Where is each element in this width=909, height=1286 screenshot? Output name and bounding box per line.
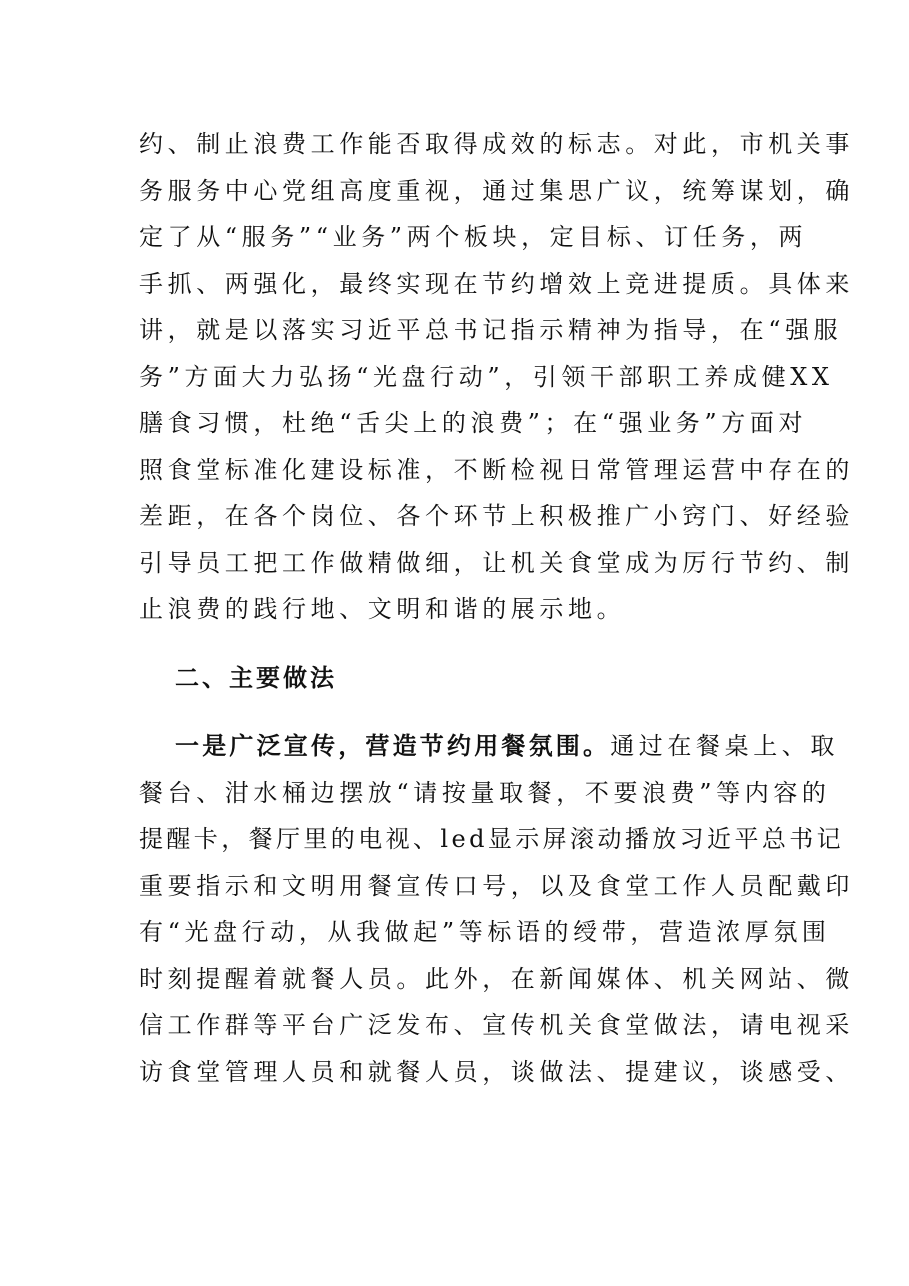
text-line: 务服务中心党组高度重视，通过集思广议，统筹谋划，确 <box>139 176 854 205</box>
text-line: 访食堂管理人员和就餐人员，谈做法、提建议，谈感受、 <box>139 1057 854 1086</box>
lead-sentence-bold: 一是广泛宣传，营造节约用餐氛围。 <box>175 732 611 760</box>
document-body <box>139 121 854 1095</box>
text-line: 时刻提醒着就餐人员。此外，在新闻媒体、机关网站、微 <box>139 964 854 993</box>
paragraph-1 <box>139 121 854 633</box>
text-line: 信工作群等平台广泛发布、宣传机关食堂做法，请电视采 <box>139 1011 854 1039</box>
text-line: 有“光盘行动，从我做起”等标语的绶带，营造浓厚氛围 <box>139 918 831 946</box>
text-line: 提醒卡，餐厅里的电视、led显示屏滚动播放习近平总书记 <box>139 825 845 853</box>
text-line: 重要指示和文明用餐宣传口号，以及食堂工作人员配戴印 <box>139 871 854 900</box>
text-line: 差距，在各个岗位、各个环节上积极推广小窍门、好经验 <box>139 502 854 530</box>
text-line: 止浪费的践行地、文明和谐的展示地。 <box>139 595 626 623</box>
text-line: 务”方面大力弘扬“光盘行动”，引领干部职工养成健XX <box>139 362 834 391</box>
section-heading: 二、主要做法 <box>175 663 337 692</box>
spacer <box>139 701 779 723</box>
paragraph-2 <box>139 723 854 1095</box>
spacer <box>139 633 779 655</box>
text-line: 照食堂标准化建设标准，不断检视日常管理运营中存在的 <box>139 455 854 484</box>
text-line: 定了从“服务”“业务”两个板块，定目标、订任务，两 <box>139 223 808 251</box>
paragraph-2-first-line <box>139 723 840 770</box>
text-line: 讲，就是以落实习近平总书记指示精神为指导，在“强服 <box>139 316 843 344</box>
text-line: 引导员工把工作做精做细，让机关食堂成为厉行节约、制 <box>139 548 854 577</box>
text-line: 约、制止浪费工作能否取得成效的标志。对此，市机关事 <box>139 130 854 158</box>
lead-sentence-rest: 通过在餐桌上、取 <box>610 732 840 760</box>
text-line: 餐台、泔水桶边摆放“请按量取餐，不要浪费”等内容的 <box>139 778 831 807</box>
text-line: 手抓、两强化，最终实现在节约增效上竞进提质。具体来 <box>139 269 854 298</box>
text-line: 膳食习惯，杜绝“舌尖上的浪费”；在“强业务”方面对 <box>139 409 808 437</box>
